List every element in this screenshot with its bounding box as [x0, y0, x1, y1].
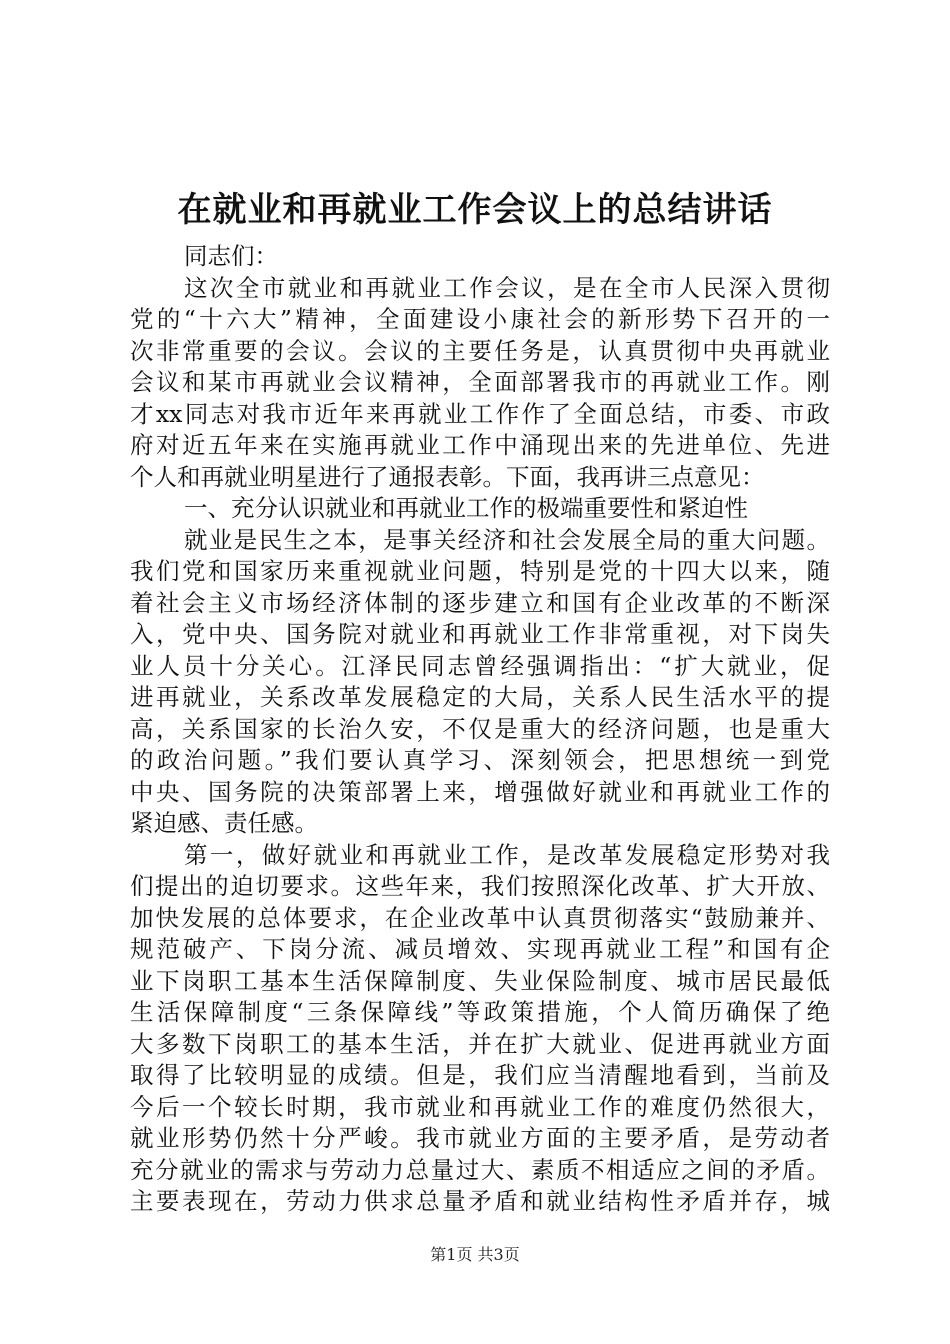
text-line: 同志们：	[184, 242, 278, 270]
text-line: 进再就业，关系改革发展稳定的大局，关系人民生活水平的提	[130, 683, 830, 711]
text-line: 业下岗职工基本生活保障制度、失业保险制度、城市居民最低	[130, 966, 830, 995]
text-line: 中央、国务院的决策部署上来，增强做好就业和再就业工作的	[130, 777, 830, 806]
text-line: 第一，做好就业和再就业工作，是改革发展稳定形势对我	[184, 840, 830, 869]
document-body	[130, 241, 830, 1218]
text-line: 就业形势仍然十分严峻。我市就业方面的主要矛盾，是劳动者	[130, 1124, 830, 1152]
text-line: 今后一个较长时期，我市就业和再就业工作的难度仍然很大，	[130, 1092, 830, 1121]
text-line: 次非常重要的会议。会议的主要任务是，认真贯彻中央再就业	[130, 336, 830, 365]
text-line: 就业是民生之本，是事关经济和社会发展全局的重大问题。	[184, 525, 830, 554]
text-line: 府对近五年来在实施再就业工作中涌现出来的先进单位、先进	[130, 431, 830, 459]
text-line: 紧迫感、责任感。	[130, 809, 318, 837]
text-line: 的政治问题。”我们要认真学习、深刻领会，把思想统一到党	[130, 746, 830, 774]
text-line: 充分就业的需求与劳动力总量过大、素质不相适应之间的矛盾。	[130, 1155, 830, 1184]
text-line: 取得了比较明显的成绩。但是，我们应当清醒地看到，当前及	[130, 1061, 830, 1089]
text-line: 生活保障制度“三条保障线”等政策措施，个人简历确保了绝	[130, 998, 830, 1026]
text-line: 这次全市就业和再就业工作会议，是在全市人民深入贯彻	[184, 273, 830, 302]
text-line: 主要表现在，劳动力供求总量矛盾和就业结构性矛盾并存，城	[130, 1187, 830, 1215]
text-line: 着社会主义市场经济体制的逐步建立和国有企业改革的不断深	[130, 588, 830, 617]
text-line: 个人和再就业明星进行了通报表彰。下面，我再讲三点意见：	[130, 462, 765, 491]
text-line: 业人员十分关心。江泽民同志曾经强调指出：“扩大就业，促	[130, 651, 830, 680]
text-line: 大多数下岗职工的基本生活，并在扩大就业、促进再就业方面	[130, 1029, 830, 1058]
text-line: 规范破产、下岗分流、减员增效、实现再就业工程”和国有企	[130, 935, 830, 963]
page-number: 第1页 共3页	[430, 1245, 520, 1264]
text-line: 高，关系国家的长治久安，不仅是重大的经济问题，也是重大	[130, 714, 830, 743]
text-line: 们提出的迫切要求。这些年来，我们按照深化改革、扩大开放、	[130, 872, 830, 900]
text-line: 才xx同志对我市近年来再就业工作作了全面总结，市委、市政	[130, 399, 830, 428]
text-line: 我们党和国家历来重视就业问题，特别是党的十四大以来，随	[130, 557, 830, 585]
document-title: 在就业和再就业工作会议上的总结讲话	[177, 190, 773, 230]
section-heading: 一、充分认识就业和再就业工作的极端重要性和紧迫性	[184, 494, 748, 522]
text-line: 入，党中央、国务院对就业和再就业工作非常重视，对下岗失	[130, 620, 830, 648]
text-line: 会议和某市再就业会议精神，全面部署我市的再就业工作。刚	[130, 368, 830, 396]
text-line: 加快发展的总体要求，在企业改革中认真贯彻落实“鼓励兼并、	[130, 903, 830, 932]
text-line: 党的“十六大”精神，全面建设小康社会的新形势下召开的一	[130, 305, 830, 333]
